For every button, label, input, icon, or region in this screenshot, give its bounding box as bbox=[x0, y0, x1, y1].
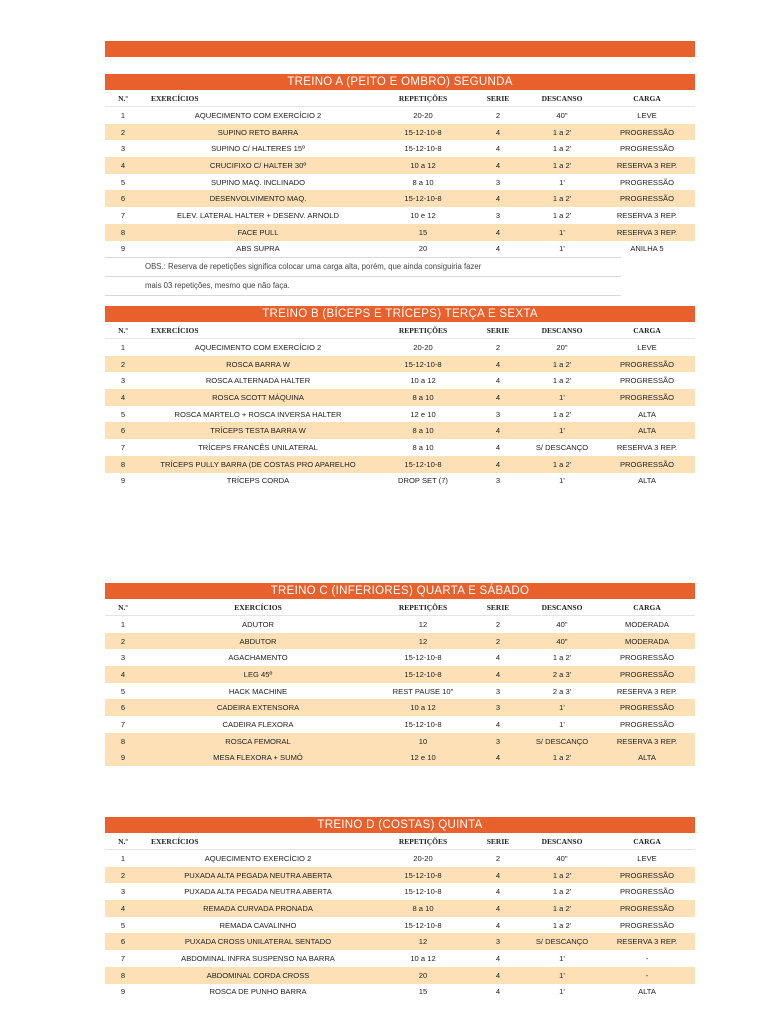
cell-series: 4 bbox=[495, 392, 501, 402]
cell-number: 3 bbox=[120, 144, 126, 154]
cell-repetitions: 15 bbox=[418, 227, 428, 237]
cell-number: 7 bbox=[120, 719, 126, 729]
table-row bbox=[105, 683, 695, 700]
table-row bbox=[105, 422, 695, 439]
cell-load: ALTA bbox=[638, 753, 656, 763]
cell-load: MODERADA bbox=[625, 619, 669, 629]
cell-number: 1 bbox=[120, 110, 126, 120]
cell-rest: S/ DESCANÇO bbox=[535, 442, 589, 452]
cell-load: - bbox=[645, 970, 649, 980]
cell-repetitions: 8 a 10 bbox=[412, 442, 434, 452]
table-row bbox=[105, 850, 695, 867]
cell-exercise: PUXADA ALTA PEGADA NEUTRA ABERTA bbox=[184, 870, 332, 880]
cell-load: ALTA bbox=[638, 409, 656, 419]
cell-number: 5 bbox=[120, 409, 126, 419]
cell-exercise: ABDUTOR bbox=[239, 636, 277, 646]
cell-series: 3 bbox=[495, 210, 501, 220]
cell-series: 2 bbox=[495, 110, 501, 120]
header-rest: DESCANSO bbox=[541, 325, 583, 335]
workout-table-d bbox=[105, 817, 695, 1000]
cell-series: 3 bbox=[495, 937, 501, 947]
cell-repetitions: 15-12-10-8 bbox=[404, 144, 442, 154]
cell-exercise: DESENVOLVIMENTO MAQ. bbox=[209, 194, 307, 204]
cell-rest: 40" bbox=[556, 110, 568, 120]
cell-number: 7 bbox=[120, 210, 126, 220]
cell-number: 6 bbox=[120, 703, 126, 713]
cell-number: 1 bbox=[120, 619, 126, 629]
cell-load: RESERVA 3 REP. bbox=[616, 736, 678, 746]
cell-load: PROGRESSÃO bbox=[619, 144, 674, 154]
table-row bbox=[105, 406, 695, 423]
cell-exercise: REMADA CURVADA PRONADA bbox=[203, 903, 313, 913]
header-number: N.º bbox=[118, 93, 128, 103]
cell-rest: 1 a 2' bbox=[552, 359, 572, 369]
cell-repetitions: 10 a 12 bbox=[410, 953, 436, 963]
cell-number: 2 bbox=[120, 127, 126, 137]
cell-rest: 1 a 2' bbox=[552, 409, 572, 419]
cell-number: 2 bbox=[120, 359, 126, 369]
cell-rest: 40" bbox=[556, 636, 568, 646]
cell-exercise: FACE PULL bbox=[237, 227, 279, 237]
header-exercises: EXERCÍCIOS bbox=[151, 836, 199, 846]
header-rest: DESCANSO bbox=[541, 93, 583, 103]
cell-number: 1 bbox=[120, 342, 126, 352]
cell-rest: 1' bbox=[559, 177, 565, 187]
table-row bbox=[105, 207, 695, 224]
cell-load: LEVE bbox=[637, 342, 657, 352]
table-row bbox=[105, 967, 695, 984]
header-load: CARGA bbox=[633, 93, 661, 103]
cell-series: 2 bbox=[495, 853, 501, 863]
cell-repetitions: 15-12-10-8 bbox=[404, 669, 442, 679]
cell-rest: 1 a 2' bbox=[552, 376, 572, 386]
cell-load: PROGRESSÃO bbox=[619, 669, 674, 679]
cell-rest: 1 a 2' bbox=[552, 920, 572, 930]
cell-repetitions: 12 e 10 bbox=[410, 753, 436, 763]
cell-repetitions: 8 a 10 bbox=[412, 177, 434, 187]
header-repetitions: REPETIÇÕES bbox=[398, 325, 448, 335]
cell-series: 4 bbox=[495, 459, 501, 469]
cell-load: PROGRESSÃO bbox=[619, 903, 674, 913]
cell-number: 8 bbox=[120, 736, 126, 746]
header-number: N.º bbox=[118, 325, 128, 335]
cell-rest: 1' bbox=[559, 426, 565, 436]
cell-repetitions: 15-12-10-8 bbox=[404, 719, 442, 729]
cell-series: 4 bbox=[495, 870, 501, 880]
cell-number: 3 bbox=[120, 653, 126, 663]
cell-repetitions: 12 e 10 bbox=[410, 409, 436, 419]
header-repetitions: REPETIÇÕES bbox=[398, 602, 448, 612]
cell-number: 6 bbox=[120, 194, 126, 204]
cell-series: 4 bbox=[495, 194, 501, 204]
cell-rest: 1' bbox=[559, 392, 565, 402]
cell-series: 4 bbox=[495, 953, 501, 963]
table-row bbox=[105, 224, 695, 241]
cell-exercise: TRÍCEPS TESTA BARRA W bbox=[210, 426, 306, 436]
cell-rest: 20" bbox=[556, 342, 568, 352]
header-repetitions: REPETIÇÕES bbox=[398, 836, 448, 846]
cell-exercise: LEG 45º bbox=[243, 669, 273, 679]
cell-number: 5 bbox=[120, 920, 126, 930]
cell-load: LEVE bbox=[637, 110, 657, 120]
cell-load: PROGRESSÃO bbox=[619, 459, 674, 469]
cell-number: 8 bbox=[120, 970, 126, 980]
cell-repetitions: 20-20 bbox=[413, 853, 433, 863]
table-row bbox=[105, 157, 695, 174]
header-exercises: EXERCÍCIOS bbox=[234, 602, 282, 612]
cell-load: RESERVA 3 REP. bbox=[616, 227, 678, 237]
table-row bbox=[105, 900, 695, 917]
header-bar bbox=[105, 41, 695, 57]
cell-exercise: HACK MACHINE bbox=[228, 686, 288, 696]
section-title: TREINO D (COSTAS) QUINTA bbox=[105, 817, 695, 833]
cell-repetitions: 15-12-10-8 bbox=[404, 359, 442, 369]
cell-series: 3 bbox=[495, 736, 501, 746]
cell-exercise: TRÍCEPS CORDA bbox=[226, 476, 290, 486]
column-headers bbox=[105, 833, 695, 850]
cell-series: 4 bbox=[495, 719, 501, 729]
cell-number: 9 bbox=[120, 476, 126, 486]
cell-rest: 1' bbox=[559, 970, 565, 980]
cell-series: 2 bbox=[495, 619, 501, 629]
cell-number: 7 bbox=[120, 953, 126, 963]
header-series: SERIE bbox=[486, 602, 510, 612]
cell-series: 3 bbox=[495, 177, 501, 187]
cell-series: 3 bbox=[495, 476, 501, 486]
column-headers bbox=[105, 599, 695, 616]
table-row bbox=[105, 867, 695, 884]
table-row bbox=[105, 666, 695, 683]
cell-series: 2 bbox=[495, 342, 501, 352]
cell-repetitions: 15-12-10-8 bbox=[404, 194, 442, 204]
cell-exercise: TRÍCEPS FRANCÊS UNILATERAL bbox=[198, 442, 318, 452]
cell-rest: S/ DESCANÇO bbox=[535, 937, 589, 947]
cell-rest: 2 a 3' bbox=[552, 686, 572, 696]
table-row bbox=[105, 649, 695, 666]
cell-exercise: TRÍCEPS PULLY BARRA (DE COSTAS PRO APARELHO bbox=[160, 459, 356, 469]
cell-load: PROGRESSÃO bbox=[619, 887, 674, 897]
cell-series: 4 bbox=[495, 987, 501, 997]
cell-load: PROGRESSÃO bbox=[619, 392, 674, 402]
cell-exercise: ROSCA FEMORAL bbox=[225, 736, 291, 746]
cell-exercise: REMADA CAVALINHO bbox=[219, 920, 297, 930]
table-row bbox=[105, 750, 695, 767]
cell-load: PROGRESSÃO bbox=[619, 194, 674, 204]
cell-number: 1 bbox=[120, 853, 126, 863]
cell-repetitions: 15-12-10-8 bbox=[404, 459, 442, 469]
cell-number: 4 bbox=[120, 669, 126, 679]
header-exercises: EXERCÍCIOS bbox=[151, 325, 199, 335]
cell-load: RESERVA 3 REP. bbox=[616, 210, 678, 220]
cell-series: 4 bbox=[495, 442, 501, 452]
table-row bbox=[105, 174, 695, 191]
cell-rest: 1 a 2' bbox=[552, 210, 572, 220]
cell-series: 4 bbox=[495, 887, 501, 897]
cell-exercise: ABDOMINAL CORDA CROSS bbox=[206, 970, 310, 980]
cell-number: 5 bbox=[120, 177, 126, 187]
cell-rest: 1' bbox=[559, 719, 565, 729]
cell-rest: 1' bbox=[559, 987, 565, 997]
observation-note-line-1: OBS.: Reserva de repetições significa colocar uma carga alta, porém, que ainda consiguiria fazer bbox=[105, 257, 621, 276]
header-series: SERIE bbox=[486, 93, 510, 103]
column-headers bbox=[105, 322, 695, 339]
cell-series: 4 bbox=[495, 920, 501, 930]
cell-exercise: ABDOMINAL INFRA SUSPENSO NA BARRA bbox=[181, 953, 335, 963]
header-number: N.º bbox=[118, 836, 128, 846]
table-row bbox=[105, 241, 695, 258]
cell-repetitions: 12 bbox=[418, 636, 428, 646]
cell-load: PROGRESSÃO bbox=[619, 870, 674, 880]
cell-repetitions: 10 a 12 bbox=[410, 376, 436, 386]
cell-exercise: ADUTOR bbox=[242, 619, 274, 629]
cell-load: PROGRESSÃO bbox=[619, 376, 674, 386]
table-row bbox=[105, 190, 695, 207]
cell-exercise: ROSCA BARRA W bbox=[226, 359, 290, 369]
cell-rest: 1 a 2' bbox=[552, 127, 572, 137]
cell-load: PROGRESSÃO bbox=[619, 177, 674, 187]
cell-load: RESERVA 3 REP. bbox=[616, 442, 678, 452]
cell-repetitions: REST PAUSE 10" bbox=[392, 686, 454, 696]
section-title: TREINO C (INFERIORES) QUARTA E SÁBADO bbox=[105, 583, 695, 599]
cell-repetitions: 8 a 10 bbox=[412, 903, 434, 913]
cell-load: ANILHA 5 bbox=[630, 244, 664, 254]
header-repetitions: REPETIÇÕES bbox=[398, 93, 448, 103]
cell-number: 5 bbox=[120, 686, 126, 696]
cell-load: ALTA bbox=[638, 987, 656, 997]
table-row bbox=[105, 950, 695, 967]
cell-repetitions: 15 bbox=[418, 987, 428, 997]
header-series: SERIE bbox=[486, 325, 510, 335]
table-row bbox=[105, 356, 695, 373]
cell-repetitions: 20 bbox=[418, 244, 428, 254]
cell-load: PROGRESSÃO bbox=[619, 719, 674, 729]
cell-number: 7 bbox=[120, 442, 126, 452]
cell-load: ALTA bbox=[638, 476, 656, 486]
table-row bbox=[105, 984, 695, 1001]
cell-series: 4 bbox=[495, 426, 501, 436]
section-title: TREINO A (PEITO E OMBRO) SEGUNDA bbox=[105, 74, 695, 90]
cell-series: 2 bbox=[495, 636, 501, 646]
cell-series: 4 bbox=[495, 144, 501, 154]
cell-exercise: AQUECIMENTO COM EXERCÍCIO 2 bbox=[194, 342, 322, 352]
cell-load: RESERVA 3 REP. bbox=[616, 686, 678, 696]
cell-series: 3 bbox=[495, 703, 501, 713]
cell-number: 6 bbox=[120, 937, 126, 947]
table-row bbox=[105, 733, 695, 750]
cell-exercise: CADEIRA FLEXORA bbox=[222, 719, 294, 729]
cell-series: 4 bbox=[495, 669, 501, 679]
cell-rest: 40" bbox=[556, 853, 568, 863]
cell-rest: 1 a 2' bbox=[552, 144, 572, 154]
cell-rest: 1 a 2' bbox=[552, 870, 572, 880]
cell-number: 6 bbox=[120, 426, 126, 436]
cell-rest: 1 a 2' bbox=[552, 903, 572, 913]
cell-exercise: ROSCA MARTELO + ROSCA INVERSA HALTER bbox=[174, 409, 342, 419]
table-row bbox=[105, 124, 695, 141]
cell-rest: 40" bbox=[556, 619, 568, 629]
cell-repetitions: 10 e 12 bbox=[410, 210, 436, 220]
header-rest: DESCANSO bbox=[541, 602, 583, 612]
cell-exercise: CRUCIFIXO C/ HALTER 30º bbox=[209, 160, 307, 170]
cell-load: PROGRESSÃO bbox=[619, 920, 674, 930]
cell-rest: 1' bbox=[559, 703, 565, 713]
table-row bbox=[105, 933, 695, 950]
cell-rest: 1 a 2' bbox=[552, 194, 572, 204]
cell-number: 4 bbox=[120, 903, 126, 913]
header-load: CARGA bbox=[633, 325, 661, 335]
cell-series: 4 bbox=[495, 127, 501, 137]
workout-table-b bbox=[105, 306, 695, 489]
cell-repetitions: 10 a 12 bbox=[410, 703, 436, 713]
cell-exercise: SUPINO RETO BARRA bbox=[217, 127, 299, 137]
header-series: SERIE bbox=[486, 836, 510, 846]
table-row bbox=[105, 389, 695, 406]
cell-number: 3 bbox=[120, 887, 126, 897]
cell-series: 4 bbox=[495, 376, 501, 386]
cell-load: PROGRESSÃO bbox=[619, 653, 674, 663]
cell-exercise: PUXADA ALTA PEGADA NEUTRA ABERTA bbox=[184, 887, 332, 897]
table-row bbox=[105, 716, 695, 733]
cell-number: 4 bbox=[120, 392, 126, 402]
table-row bbox=[105, 456, 695, 473]
cell-rest: 1 a 2' bbox=[552, 459, 572, 469]
cell-series: 4 bbox=[495, 653, 501, 663]
table-row bbox=[105, 107, 695, 124]
cell-repetitions: 15-12-10-8 bbox=[404, 920, 442, 930]
cell-load: RESERVA 3 REP. bbox=[616, 937, 678, 947]
cell-rest: 1 a 2' bbox=[552, 753, 572, 763]
cell-repetitions: 12 bbox=[418, 619, 428, 629]
cell-exercise: ELEV. LATERAL HALTER + DESENV. ARNOLD bbox=[177, 210, 339, 220]
cell-repetitions: 10 bbox=[418, 736, 428, 746]
cell-series: 3 bbox=[495, 409, 501, 419]
table-row bbox=[105, 616, 695, 633]
cell-number: 9 bbox=[120, 753, 126, 763]
cell-repetitions: 20-20 bbox=[413, 342, 433, 352]
cell-number: 2 bbox=[120, 870, 126, 880]
cell-series: 4 bbox=[495, 970, 501, 980]
cell-exercise: SUPINO C/ HALTERES 15º bbox=[211, 144, 305, 154]
cell-exercise: PUXADA CROSS UNILATERAL SENTADO bbox=[184, 937, 332, 947]
cell-number: 8 bbox=[120, 227, 126, 237]
workout-table-a bbox=[105, 74, 695, 296]
header-load: CARGA bbox=[633, 602, 661, 612]
cell-load: PROGRESSÃO bbox=[619, 127, 674, 137]
cell-rest: 1' bbox=[559, 953, 565, 963]
cell-series: 4 bbox=[495, 160, 501, 170]
cell-rest: 1' bbox=[559, 227, 565, 237]
cell-number: 3 bbox=[120, 376, 126, 386]
cell-repetitions: 20-20 bbox=[413, 110, 433, 120]
cell-load: ALTA bbox=[638, 426, 656, 436]
table-row bbox=[105, 473, 695, 490]
cell-repetitions: 15-12-10-8 bbox=[404, 653, 442, 663]
cell-repetitions: DROP SET (7) bbox=[398, 476, 448, 486]
cell-series: 3 bbox=[495, 686, 501, 696]
table-row bbox=[105, 917, 695, 934]
cell-number: 9 bbox=[120, 244, 126, 254]
cell-repetitions: 15-12-10-8 bbox=[404, 127, 442, 137]
cell-rest: 1 a 2' bbox=[552, 160, 572, 170]
cell-rest: 1' bbox=[559, 476, 565, 486]
cell-repetitions: 15-12-10-8 bbox=[404, 870, 442, 880]
cell-series: 4 bbox=[495, 903, 501, 913]
cell-series: 4 bbox=[495, 359, 501, 369]
cell-load: PROGRESSÃO bbox=[619, 703, 674, 713]
cell-repetitions: 10 a 12 bbox=[410, 160, 436, 170]
table-row bbox=[105, 883, 695, 900]
cell-number: 8 bbox=[120, 459, 126, 469]
workout-table-c bbox=[105, 583, 695, 766]
cell-number: 2 bbox=[120, 636, 126, 646]
cell-repetitions: 20 bbox=[418, 970, 428, 980]
table-row bbox=[105, 633, 695, 650]
header-exercises: EXERCÍCIOS bbox=[151, 93, 199, 103]
column-headers bbox=[105, 90, 695, 107]
cell-series: 4 bbox=[495, 227, 501, 237]
cell-exercise: AGACHAMENTO bbox=[228, 653, 288, 663]
cell-load: - bbox=[645, 953, 649, 963]
cell-exercise: ROSCA DE PUNHO BARRA bbox=[209, 987, 307, 997]
cell-exercise: AQUECIMENTO COM EXERCÍCIO 2 bbox=[194, 110, 322, 120]
cell-repetitions: 15-12-10-8 bbox=[404, 887, 442, 897]
section-title: TREINO B (BÍCEPS E TRÍCEPS) TERÇA E SEXTA bbox=[105, 306, 695, 322]
cell-number: 9 bbox=[120, 987, 126, 997]
table-row bbox=[105, 439, 695, 456]
cell-repetitions: 8 a 10 bbox=[412, 392, 434, 402]
cell-load: PROGRESSÃO bbox=[619, 359, 674, 369]
cell-repetitions: 12 bbox=[418, 937, 428, 947]
table-row bbox=[105, 140, 695, 157]
cell-repetitions: 8 a 10 bbox=[412, 426, 434, 436]
observation-note-line-2: mais 03 repetições, mesmo que não faça. bbox=[105, 276, 621, 296]
header-load: CARGA bbox=[633, 836, 661, 846]
cell-exercise: ROSCA ALTERNADA HALTER bbox=[205, 376, 311, 386]
table-row bbox=[105, 372, 695, 389]
cell-exercise: AQUECIMENTO EXERCÍCIO 2 bbox=[204, 853, 312, 863]
cell-rest: 2 a 3' bbox=[552, 669, 572, 679]
header-rest: DESCANSO bbox=[541, 836, 583, 846]
cell-rest: S/ DESCANÇO bbox=[535, 736, 589, 746]
table-row bbox=[105, 339, 695, 356]
header-number: N.º bbox=[118, 602, 128, 612]
cell-exercise: MESA FLEXORA + SUMÔ bbox=[213, 753, 303, 763]
table-row bbox=[105, 699, 695, 716]
cell-rest: 1' bbox=[559, 244, 565, 254]
cell-exercise: ABS SUPRA bbox=[236, 244, 280, 254]
cell-rest: 1 a 2' bbox=[552, 887, 572, 897]
cell-load: MODERADA bbox=[625, 636, 669, 646]
cell-load: LEVE bbox=[637, 853, 657, 863]
cell-series: 4 bbox=[495, 244, 501, 254]
cell-number: 4 bbox=[120, 160, 126, 170]
cell-rest: 1 a 2' bbox=[552, 653, 572, 663]
cell-exercise: ROSCA SCOTT MÁQUINA bbox=[212, 392, 304, 402]
cell-series: 4 bbox=[495, 753, 501, 763]
cell-exercise: SUPINO MAQ. INCLINADO bbox=[210, 177, 306, 187]
cell-load: RESERVA 3 REP. bbox=[616, 160, 678, 170]
cell-exercise: CADEIRA EXTENSORA bbox=[216, 703, 300, 713]
